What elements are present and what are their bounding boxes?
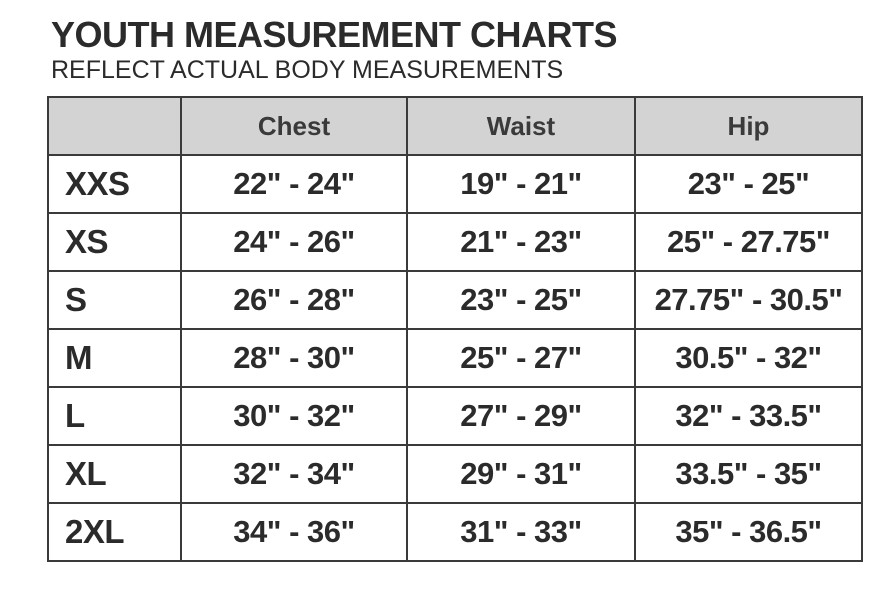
table-header-row <box>48 97 862 155</box>
size-label: M <box>48 329 181 387</box>
hip-value: 23" - 25" <box>635 155 862 213</box>
table-row <box>48 387 862 445</box>
waist-value: 25" - 27" <box>407 329 635 387</box>
size-label: XL <box>48 445 181 503</box>
waist-value: 27" - 29" <box>407 387 635 445</box>
chest-value: 26" - 28" <box>181 271 407 329</box>
size-label: 2XL <box>48 503 181 561</box>
waist-value: 31" - 33" <box>407 503 635 561</box>
chest-value: 22" - 24" <box>181 155 407 213</box>
chest-value: 24" - 26" <box>181 213 407 271</box>
size-label: S <box>48 271 181 329</box>
hip-value: 32" - 33.5" <box>635 387 862 445</box>
page-title: YOUTH MEASUREMENT CHARTS <box>51 14 618 55</box>
chest-value: 34" - 36" <box>181 503 407 561</box>
table-row <box>48 213 862 271</box>
size-label: XXS <box>48 155 181 213</box>
waist-value: 29" - 31" <box>407 445 635 503</box>
size-label: L <box>48 387 181 445</box>
table-row <box>48 155 862 213</box>
chest-value: 30" - 32" <box>181 387 407 445</box>
waist-value: 19" - 21" <box>407 155 635 213</box>
hip-value: 33.5" - 35" <box>635 445 862 503</box>
hip-value: 27.75" - 30.5" <box>635 271 862 329</box>
table-row <box>48 271 862 329</box>
measurement-table <box>47 96 863 562</box>
page-subtitle: REFLECT ACTUAL BODY MEASUREMENTS <box>51 56 564 84</box>
table-row <box>48 445 862 503</box>
waist-value: 23" - 25" <box>407 271 635 329</box>
table-row <box>48 503 862 561</box>
hip-value: 30.5" - 32" <box>635 329 862 387</box>
hip-value: 35" - 36.5" <box>635 503 862 561</box>
waist-value: 21" - 23" <box>407 213 635 271</box>
chest-value: 28" - 30" <box>181 329 407 387</box>
table-row <box>48 329 862 387</box>
chest-value: 32" - 34" <box>181 445 407 503</box>
hip-value: 25" - 27.75" <box>635 213 862 271</box>
size-label: XS <box>48 213 181 271</box>
header-size-cell <box>48 97 181 155</box>
header-chest: Chest <box>181 97 407 155</box>
header-waist: Waist <box>407 97 635 155</box>
header-hip: Hip <box>635 97 862 155</box>
